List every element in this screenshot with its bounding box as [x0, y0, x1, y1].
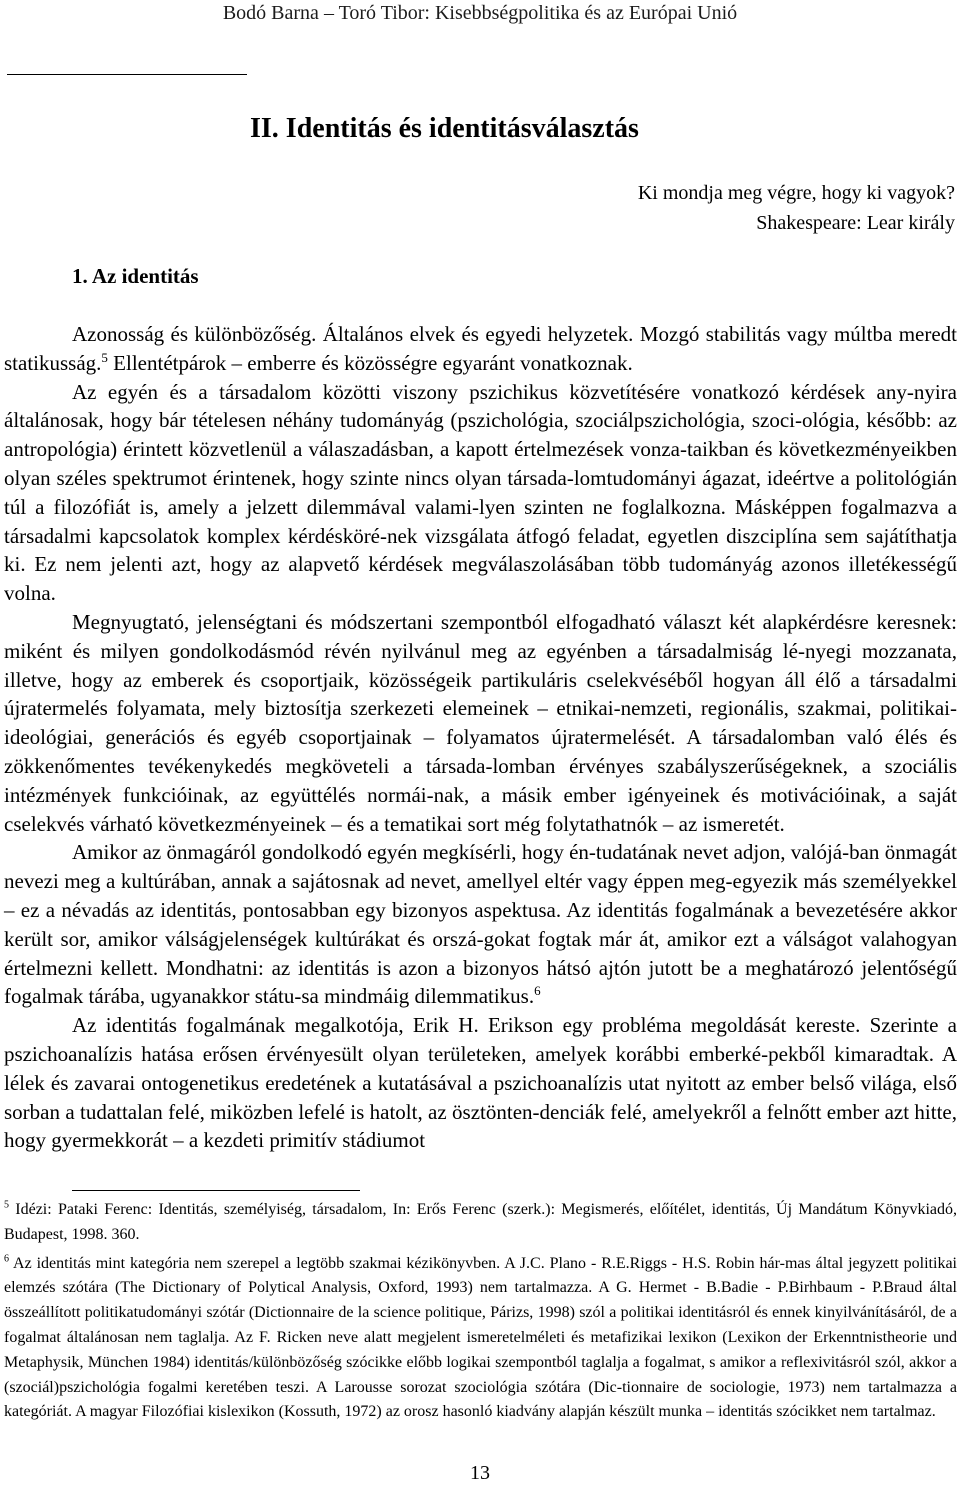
footnote-divider — [72, 1190, 360, 1191]
running-header: Bodó Barna – Toró Tibor: Kisebbségpolitika és az Európai Unió — [222, 2, 738, 24]
paragraph-1-part-b: Ellentétpárok – emberre és közösségre egyaránt vonatkoznak. — [107, 350, 633, 375]
footnote-5-number: 5 — [4, 1199, 9, 1211]
footnote-ref-6[interactable]: 6 — [534, 983, 541, 999]
footnote-6-number: 6 — [4, 1253, 9, 1265]
epigraph-quote: Ki mondja meg végre, hogy ki vagyok? — [637, 182, 955, 204]
chapter-title: II. Identitás és identitásválasztás — [250, 113, 639, 144]
paragraph-4 — [4, 838, 957, 1011]
epigraph-attribution: Shakespeare: Lear király — [756, 212, 955, 234]
footnotes — [4, 1198, 957, 1429]
paragraph-4-text: Amikor az önmagáról gondolkodó egyén megkísérli, hogy én-tudatának nevet adjon, valójá-ban önmagát nevezi meg a kultúrában, annak a sajátosnak ad nevet, amellyel eltér vagy éppen meg-egyezik más személyekkel – ez a névadás az identitás, pontosabban egy bizonyos aspektusa. Az identitás fogalmának a bevezetésére akkor került sor, amikor válságjelenségek kultúrákat és orszá-gokat fogtak már át, amikor ezt a válságot valahogyan értelmezni kellett. Mondhatni: az identitás is azon a bizonyos hátsó ajtón jutott be a meghatározó jelentőségű fogalmak tárába, ugyanakkor státu-sa mindmáig dilemmatikus. — [4, 840, 957, 1009]
footnote-6 — [4, 1252, 957, 1426]
paragraph-1-part-a: Azonosság és különbözőség. Általános elvek és egyedi helyzetek. Mozgó stabilitás vagy múltba meredt statikusság. — [4, 322, 957, 375]
footnote-5-text: Idézi: Pataki Ferenc: Identitás, személyiség, társadalom, In: Erős Ferenc (szerk.): Megismerés, előítélet, identitás, Új Mandátum Könyvkiadó, Budapest, 1998. 360. — [4, 1201, 957, 1243]
footnote-6-text: Az identitás mint kategória nem szerepel a legtöbb szakmai kézikönyvben. A J.C. Plano - R.E.Riggs - H.S. Robin hár-mas által jegyzett politikai elemzés szótára (The Dictionary of Polytical Analysis, Oxford, 1993) nem tartalmazza. A G. Hermet - B.Badie - P.Birhbaum - P.Braud által összeállított politikatudományi szótár (Dictionnaire de la science politique, Párizs, 1998) szól a politikai identitásról és ennek kinyilvánításáról, de a fogalmat általánosan nem taglalja. Az F. Ricken neve alatt megjelent ismeretelméleti és metafizikai lexikon (Lexikon der Erkenntnistheorie und Metaphysik, München 1984) identitás/különbözőség szócikke előbb logikai szempontból taglalja a fogalmat, s amikor a reflexivitásról szól, akkor a (szociál)pszichológia fogalmi keretében teszi. A Larousse sorozat szociológia szótára (Dic-tionnaire de sociologie, 1973) nem tartalmazza a kategóriát. A magyar Filozófiai kislexikon (Kossuth, 1972) az orosz hasonló kiadvány alapján készült munka – identitás szócikket nem tartalmaz. — [4, 1254, 957, 1421]
footnote-5 — [4, 1198, 957, 1248]
paragraph-5: Az identitás fogalmának megalkotója, Erik H. Erikson egy probléma megoldását kereste. Szerinte a pszichoanalízis hatása erősen érvényesült olyan területeken, amelyek korábbi emberké-pekből kimaradtak. A lélek és zavarai ontogenetikus eredetének a kutatásával a pszichoanalízis utat nyitott az ember belső világa, első sorban a tudattalan felé, miközben lefelé is hatolt, az ösztönten-denciák felé, amelyekről a felnőtt ember azt hitte, hogy gyermekkorát – a kezdeti primitív stádiumot — [4, 1013, 957, 1153]
paragraph-2: Az egyén és a társadalom közötti viszony pszichikus közvetítésére vonatkozó kérdések any-nyira általánosak, hogy bár tételesen néhány tudományág (pszichológia, szociálpszichológia, szoci-ológia, később: az antropológia) érintett közvetlenül a válaszadásban, a kapott értelmezések vonza-taikban és következményeikben olyan széles spektrumot érintenek, hogy szinte nincs olyan társada-lomtudományi ágazat, ideértve a politológián túl a filozófiát is, amely a jelzett dilemmával valami-lyen szinten ne foglalkozna. Másképpen fogalmazva a társadalmi kapcsolatok komplex kérdésköré-nek vizsgálata átfogó feladat, egyetlen diszciplína sem sajátíthatja ki. Ez nem jelenti azt, hogy az alapvető kérdések megválaszolásában több tudományág azonos illetékességű volna. — [4, 379, 957, 606]
body-text — [4, 320, 957, 1155]
paragraph-3: Megnyugtató, jelenségtani és módszertani szempontból elfogadható választ két alapkérdésre keresnek: miként és milyen gondolkodásmód révén nyilvánul meg az egyénben a társadalmiság lé-nyegi mozzanata, illetve, hogy az emberek és csoportjaik, közösségeik partikuláris cselekvéséből hogyan áll élő a társadalmi újratermelés folyamata, mely biztosítja szerkezeti elemeinek – etnikai-nemzeti, regionális, szakmai, politikai-ideológiai, generációs és egyéb csoportjainak – folyamatos újratermelését. A társadalomban való élés és zökkenőmentes tevékenykedés megköveteli a társada-lomban érvényes szabályszerűségeknek, a szociális intézmények funkcióinak, az együttélés normái-nak, a másik ember igényeinek és motivációinak, a saját cselekvés várható következményeinek – és a tematikai sort még folytathatnók – az ismeretét. — [4, 609, 957, 836]
paragraph-1 — [4, 320, 957, 378]
epigraph — [638, 178, 955, 238]
page-number: 13 — [470, 1462, 490, 1484]
footnote-ref-5[interactable]: 5 — [101, 349, 108, 365]
section-title: 1. Az identitás — [72, 264, 199, 288]
header-divider — [7, 74, 247, 75]
